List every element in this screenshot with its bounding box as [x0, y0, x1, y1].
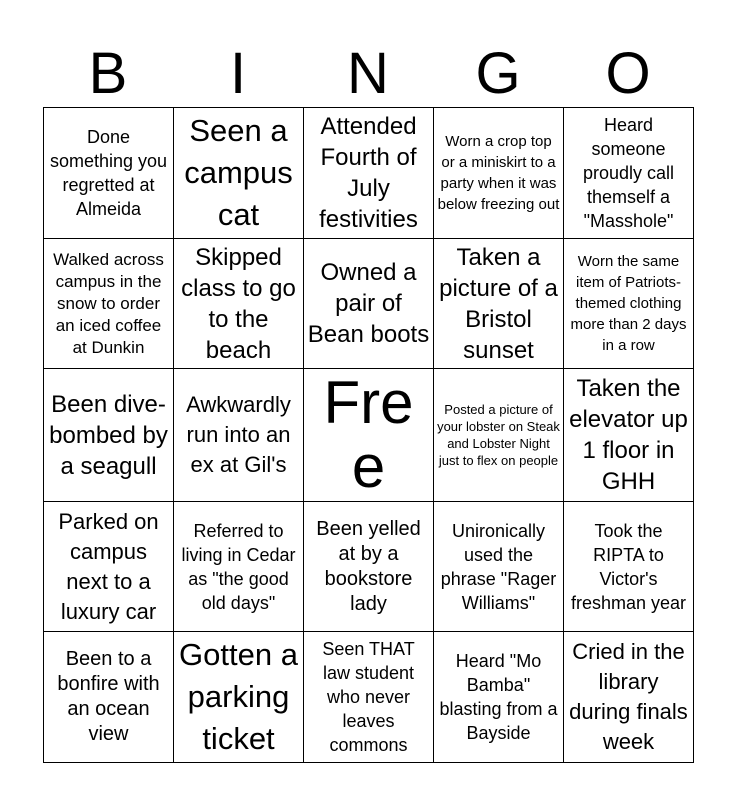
bingo-cell[interactable] [304, 239, 434, 369]
cell-text: Been yelled at by a bookstore lady [316, 517, 421, 615]
bingo-header [43, 40, 693, 108]
cell-text: Cried in the library during finals week [569, 639, 688, 754]
bingo-cell[interactable] [174, 108, 304, 239]
board-row [44, 239, 694, 369]
bingo-cell[interactable] [44, 502, 174, 632]
cell-text: Taken a picture of a Bristol sunset [439, 243, 558, 364]
bingo-cell[interactable] [564, 632, 694, 763]
cell-text: Taken the elevator up 1 floor in GHH [569, 375, 688, 495]
cell-text: Unironically used the phrase "Rager Williams" [440, 520, 557, 613]
bingo-cell[interactable] [174, 632, 304, 763]
bingo-cell[interactable] [44, 239, 174, 369]
board-row [44, 632, 694, 763]
bingo-board [43, 107, 694, 763]
board-row [44, 108, 694, 239]
cell-text: Attended Fourth of July festivities [319, 113, 418, 233]
bingo-cell[interactable] [434, 502, 564, 632]
free-space-text: Free [323, 369, 414, 500]
cell-text: Awkwardly run into an ex at Gil's [186, 392, 291, 477]
cell-text: Owned a pair of Bean boots [307, 259, 430, 348]
board-row [44, 369, 694, 502]
cell-text: Referred to living in Cedar as "the good old days" [181, 520, 296, 613]
bingo-cell[interactable] [44, 632, 174, 763]
bingo-cell[interactable] [434, 108, 564, 239]
cell-text: Done something you regretted at Almeida [49, 127, 168, 219]
bingo-cell[interactable] [564, 502, 694, 632]
cell-text: Posted a picture of your lobster on Steak and Lobster Night just to flex on people [437, 402, 560, 468]
cell-text: Been dive-bombed by a seagull [49, 390, 168, 480]
cell-text: Heard someone proudly call themself a "Masshole" [582, 115, 675, 231]
bingo-cell[interactable] [44, 369, 174, 502]
free-space[interactable] [304, 369, 434, 502]
bingo-cell[interactable] [434, 239, 564, 369]
bingo-cell[interactable] [174, 239, 304, 369]
bingo-cell[interactable] [304, 108, 434, 239]
cell-text: Been to a bonfire with an ocean view [57, 648, 160, 745]
bingo-cell[interactable] [434, 632, 564, 763]
header-letter-b: B [88, 41, 128, 106]
bingo-cell[interactable] [44, 108, 174, 239]
cell-text: Worn the same item of Patriots-themed clothing more than 2 days in a row [570, 253, 687, 354]
cell-text: Skipped class to go to the beach [181, 243, 296, 364]
board-row [44, 502, 694, 632]
header-letter-o: O [605, 41, 651, 106]
bingo-cell[interactable] [174, 369, 304, 502]
cell-text: Seen a campus cat [184, 113, 293, 232]
header-letter-g: G [475, 41, 521, 106]
header-letter-n: N [347, 41, 389, 106]
header-letter-i: I [229, 41, 247, 106]
cell-text: Walked across campus in the snow to order an iced coffee at Dunkin [53, 249, 164, 357]
bingo-cell[interactable] [564, 369, 694, 502]
cell-text: Seen THAT law student who never leaves commons [322, 639, 415, 755]
bingo-cell[interactable] [564, 239, 694, 369]
bingo-cell[interactable] [304, 502, 434, 632]
cell-text: Parked on campus next to a luxury car [58, 508, 159, 624]
bingo-cell[interactable] [304, 632, 434, 763]
cell-text: Took the RIPTA to Victor's freshman year [570, 520, 687, 613]
cell-text: Heard "Mo Bamba" blasting from a Bayside [439, 651, 558, 743]
cell-text: Worn a crop top or a miniskirt to a party when it was below freezing out [437, 133, 560, 213]
bingo-cell[interactable] [174, 502, 304, 632]
bingo-cell[interactable] [564, 108, 694, 239]
cell-text: Gotten a parking ticket [179, 637, 298, 756]
bingo-cell[interactable] [434, 369, 564, 502]
